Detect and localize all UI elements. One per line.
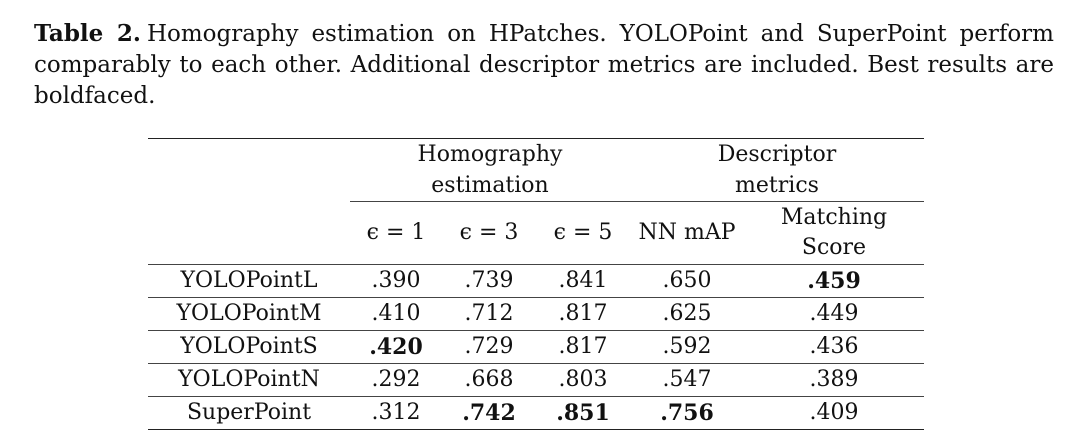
table-row xyxy=(148,298,924,331)
cell-matching-score: .449 xyxy=(809,301,859,326)
table-row xyxy=(148,265,924,298)
cell-nn-map: .592 xyxy=(662,334,712,359)
cell-e3: .739 xyxy=(464,268,514,293)
results-table xyxy=(148,138,924,430)
cell-e5: .841 xyxy=(558,268,608,293)
caption-text: Homography estimation on HPatches. YOLOPoint and SuperPoint perform comparably to each other. Additional descriptor metrics are included. Best results are boldfaced. xyxy=(34,21,1054,109)
cell-e3: .668 xyxy=(464,367,514,392)
table-row xyxy=(148,364,924,397)
cell-nn-map: .650 xyxy=(662,268,712,293)
homography-header-line1: Homography xyxy=(417,142,563,167)
matching-score-line1: Matching xyxy=(780,205,888,230)
table-row xyxy=(148,331,924,364)
cell-matching-score: .409 xyxy=(809,400,859,425)
cell-e1: .390 xyxy=(371,268,421,293)
cell-e3: .742 xyxy=(462,400,516,426)
cell-e5: .851 xyxy=(556,400,610,426)
results-table-container xyxy=(148,138,924,430)
method-cell: YOLOPointN xyxy=(178,367,320,392)
method-header-cell xyxy=(148,202,350,265)
empty-header-cell xyxy=(148,139,350,202)
sub-header-row xyxy=(148,202,924,265)
cell-matching-score: .436 xyxy=(809,334,859,359)
cell-e5: .817 xyxy=(558,301,608,326)
header-nn-map: NN mAP xyxy=(638,220,736,245)
header-epsilon-1: ϵ = 1 xyxy=(366,220,426,245)
descriptor-header-line2: metrics xyxy=(735,173,819,198)
method-cell: YOLOPointM xyxy=(176,301,322,326)
cell-nn-map: .756 xyxy=(660,400,714,426)
cell-e1: .420 xyxy=(369,334,423,360)
cell-e5: .817 xyxy=(558,334,608,359)
header-epsilon-3: ϵ = 3 xyxy=(459,220,519,245)
matching-score-line2: Score xyxy=(801,235,867,260)
cell-nn-map: .625 xyxy=(662,301,712,326)
cell-e1: .292 xyxy=(371,367,421,392)
homography-group-header xyxy=(350,139,630,202)
method-cell: YOLOPointL xyxy=(180,268,318,293)
descriptor-group-header xyxy=(630,139,924,202)
cell-e3: .729 xyxy=(464,334,514,359)
method-cell: YOLOPointS xyxy=(180,334,318,359)
cell-nn-map: .547 xyxy=(662,367,712,392)
cell-e5: .803 xyxy=(558,367,608,392)
table-row xyxy=(148,397,924,430)
descriptor-header-line1: Descriptor xyxy=(717,142,837,167)
cell-matching-score: .389 xyxy=(809,367,859,392)
cell-matching-score: .459 xyxy=(807,268,861,294)
header-epsilon-5: ϵ = 5 xyxy=(553,220,613,245)
cell-e1: .312 xyxy=(371,400,421,425)
method-cell: SuperPoint xyxy=(186,400,312,425)
cell-e3: .712 xyxy=(464,301,514,326)
group-header-row xyxy=(148,139,924,202)
homography-header-line2: estimation xyxy=(431,173,549,198)
table-caption xyxy=(34,18,1054,112)
header-matching-score xyxy=(744,202,924,265)
caption-lead: Table 2. xyxy=(34,20,141,47)
cell-e1: .410 xyxy=(371,301,421,326)
